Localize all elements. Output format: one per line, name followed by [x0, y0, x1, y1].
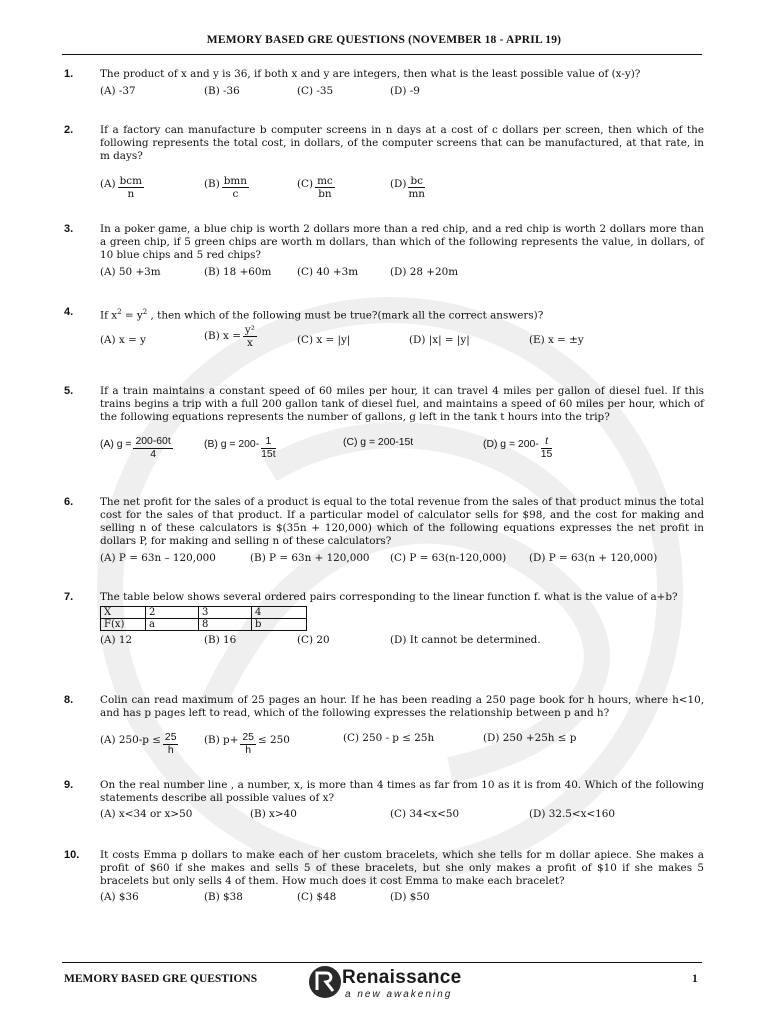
- answer-options: [100, 808, 704, 825]
- question-number: 10.: [64, 849, 80, 861]
- question-number: 4.: [64, 306, 74, 318]
- option-d[interactable]: (D) 32.5<x<160: [529, 808, 615, 820]
- question-number: 6.: [64, 496, 74, 508]
- table-row: [101, 607, 307, 619]
- question-text: The product of x and y is 36, if both x and y are integers, then what is the least possible value of (x-y)?: [100, 68, 641, 80]
- option-a[interactable]: (A) -37: [100, 85, 136, 97]
- question-9: [64, 779, 704, 825]
- answer-options: [100, 891, 704, 908]
- page-number: 1: [692, 973, 698, 985]
- question-10: [64, 849, 704, 908]
- option-c[interactable]: (C) 40 +3m: [297, 266, 359, 278]
- option-a[interactable]: (A) P = 63n – 120,000: [100, 552, 216, 564]
- option-c[interactable]: (C) -35: [297, 85, 334, 97]
- question-1: [64, 68, 704, 102]
- option-a[interactable]: (A) x = y: [100, 334, 146, 347]
- option-c[interactable]: (C) g = 200-15t: [343, 437, 414, 448]
- option-b[interactable]: (B) x = $\frac{\text{y²}}{x}$: [204, 324, 255, 350]
- option-a[interactable]: (A) g = $\frac{200-60t}{4}$: [100, 436, 171, 460]
- question-8: [64, 694, 704, 760]
- question-3: [64, 223, 704, 283]
- question-6: [64, 496, 704, 569]
- option-d[interactable]: (D) $\frac{bc}{mn}$: [390, 175, 425, 200]
- question-text: The net profit for the sales of a product is equal to the total revenue from the sales of that product minus the total cost for the sales of that product. If a particular model of calculator sells for $98, and the cost for making and selling n of these calculators is $(35n + 120,000) which of the following equations expresses the net profit in dollars P, for making and selling n of these calculators?: [100, 496, 704, 547]
- brand-name: Renaissance: [342, 967, 462, 988]
- table-cell: b: [252, 619, 307, 631]
- table-row: [101, 619, 307, 631]
- page-header-title: MEMORY BASED GRE QUESTIONS (NOVEMBER 18 - APRIL 19): [206, 34, 562, 46]
- question-5: [64, 385, 704, 464]
- answer-options: [100, 266, 704, 283]
- option-b[interactable]: (B) $38: [204, 891, 243, 903]
- option-e[interactable]: (E) x = ±y: [529, 334, 584, 347]
- question-number: 8.: [64, 694, 74, 706]
- option-b[interactable]: (B) -36: [204, 85, 240, 97]
- question-text: If a factory can manufacture b computer screens in n days at a cost of c dollars per screen, then which of the following represents the total cost, in dollars, of the computer screens that can be manufactured, at that rate, in m days?: [100, 124, 704, 162]
- option-a[interactable]: (A) $\frac{\text{bcm}}{n}$: [100, 175, 142, 200]
- option-c[interactable]: (C) 34<x<50: [390, 808, 460, 820]
- table-cell: X: [101, 607, 146, 619]
- option-c[interactable]: (C) $\frac{mc}{bn}$: [297, 175, 333, 200]
- table-cell: 2: [146, 607, 199, 619]
- answer-options: [100, 85, 704, 102]
- option-a[interactable]: (A) $36: [100, 891, 139, 903]
- brand-tagline: a new awakening: [345, 989, 453, 1000]
- option-c[interactable]: (C) P = 63(n-120,000): [390, 552, 507, 564]
- option-b[interactable]: (B) p+ $\frac{25}{h}$ ≤ 250: [204, 732, 290, 756]
- option-b[interactable]: (B) $\frac{\text{bmn}}{c}$: [204, 175, 247, 200]
- table-cell: 8: [199, 619, 252, 631]
- option-a[interactable]: (A) 12: [100, 634, 133, 646]
- question-number: 9.: [64, 779, 74, 791]
- question-number: 2.: [64, 124, 74, 136]
- option-b[interactable]: (B) P = 63n + 120,000: [250, 552, 370, 564]
- option-c[interactable]: (C) 250 - p ≤ 25h: [343, 732, 435, 744]
- option-d[interactable]: (D) 250 +25h ≤ p: [483, 732, 577, 744]
- option-d[interactable]: (D) $50: [390, 891, 430, 903]
- answer-options: [100, 634, 704, 651]
- option-c[interactable]: (C) 20: [297, 634, 330, 646]
- option-d[interactable]: (D) 28 +20m: [390, 266, 459, 278]
- question-number: 1.: [64, 68, 74, 80]
- answer-options: [100, 724, 704, 760]
- option-a[interactable]: (A) 50 +3m: [100, 266, 161, 278]
- table-cell: 3: [199, 607, 252, 619]
- question-2: [64, 124, 704, 203]
- option-a[interactable]: (A) 250-p ≤ $\frac{25}{h}$: [100, 732, 177, 756]
- answer-options: [100, 428, 704, 464]
- question-text: In a poker game, a blue chip is worth 2 dollars more than a red chip, and a red chip is worth 2 dollars more than a green chip, if 5 green chips are worth m dollars, than which of the following represents the value, in dollars, of 10 blue chips and 5 red chips?: [100, 223, 704, 261]
- question-number: 3.: [64, 223, 74, 235]
- question-text: It costs Emma p dollars to make each of her custom bracelets, which she tells for m dollar apiece. She makes a profit of $60 if she makes and sells 5 of these bracelets, but she only makes a profit of $10 if she makes 5 bracelets but only sells 4 of them. How much does it cost Emma to make each bracelet?: [100, 849, 704, 887]
- question-text: The table below shows several ordered pairs corresponding to the linear function f. what is the value of a+b?: [100, 591, 678, 603]
- answer-options: [100, 167, 704, 203]
- question-text: If a train maintains a constant speed of 60 miles per hour, it can travel 4 miles per gallon of diesel fuel. If this trains begins a trip with a full 200 gallon tank of diesel fuel, and maintains a speed of 60 miles per hour, which of the following equations represents the number of gallons, g left in the tank t hours into the trip?: [100, 385, 704, 423]
- option-b[interactable]: (B) g = 200- $\frac{1}{15t}$: [204, 436, 276, 460]
- question-text: If $x^2 = y^2$ , then which of the following must be true?(mark all the correct answers)?: [100, 308, 544, 322]
- answer-options: [100, 552, 704, 569]
- table-cell: F(x): [101, 619, 146, 631]
- option-d[interactable]: (D) -9: [390, 85, 420, 97]
- option-d[interactable]: (D) g = 200- $\frac{t}{15}$: [483, 436, 553, 460]
- question-text: Colin can read maximum of 25 pages an hour. If he has been reading a 250 page book for h hours, where h<10, and has p pages left to read, which of the following expresses the relationship between p and h?: [100, 694, 704, 719]
- table-cell: a: [146, 619, 199, 631]
- option-a[interactable]: (A) x<34 or x>50: [100, 808, 193, 820]
- question-number: 7.: [64, 591, 74, 603]
- option-d[interactable]: (D) P = 63(n + 120,000): [529, 552, 658, 564]
- option-b[interactable]: (B) 16: [204, 634, 237, 646]
- question-7: [64, 591, 704, 651]
- table-cell: 4: [252, 607, 307, 619]
- question-number: 5.: [64, 385, 74, 397]
- option-d[interactable]: (D) It cannot be determined.: [390, 634, 541, 646]
- option-b[interactable]: (B) 18 +60m: [204, 266, 272, 278]
- function-table: [100, 606, 307, 631]
- answer-options: [100, 326, 704, 362]
- question-text: On the real number line , a number, x, is more than 4 times as far from 10 as it is from 40. Which of the following statements describe all possible values of x?: [100, 779, 704, 804]
- option-c[interactable]: (C) $48: [297, 891, 337, 903]
- option-c[interactable]: (C) x = |y|: [297, 334, 351, 347]
- option-b[interactable]: (B) x>40: [250, 808, 297, 820]
- footer-title: MEMORY BASED GRE QUESTIONS: [64, 973, 258, 985]
- header-rule: [62, 54, 702, 55]
- option-d[interactable]: (D) |x| = |y|: [409, 334, 470, 347]
- question-4: [64, 306, 704, 362]
